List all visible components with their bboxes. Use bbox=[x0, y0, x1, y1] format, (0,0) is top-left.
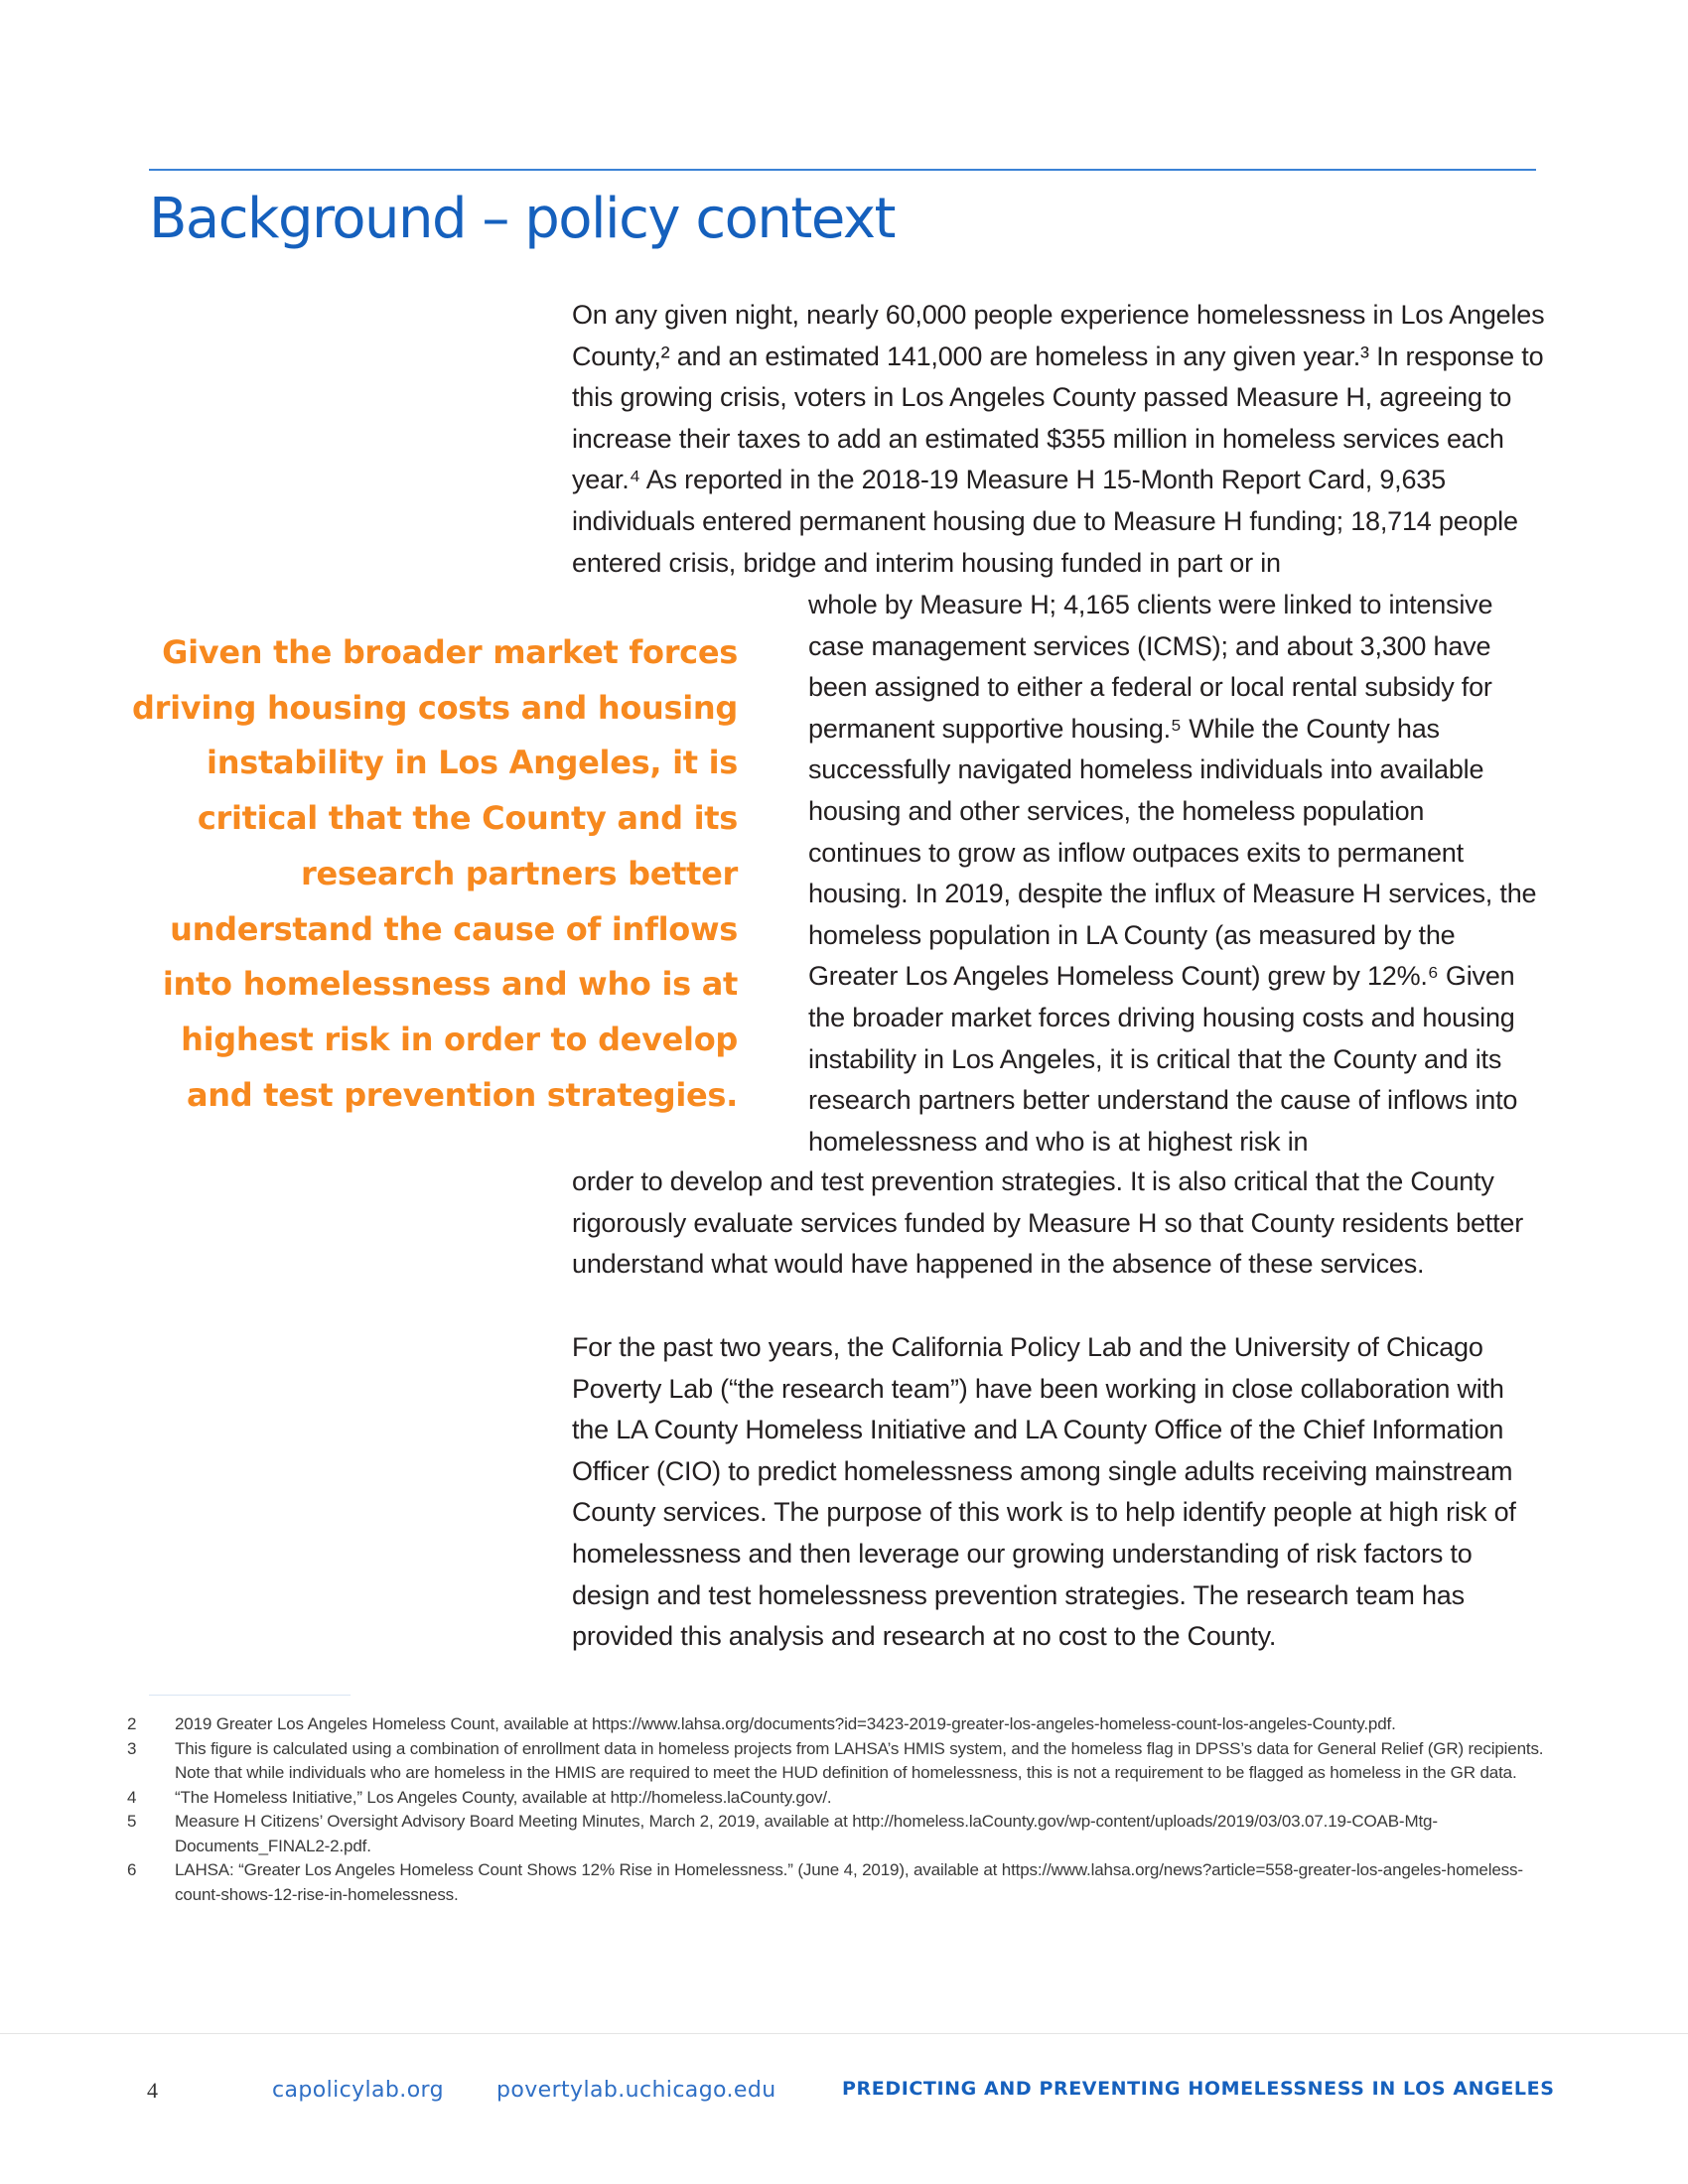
footnote-text: 2019 Greater Los Angeles Homeless Count, available at https://www.lahsa.org/documents?id=3423-2019-greater-los-angeles-homeless-count-los-angeles-County.pdf. bbox=[175, 1714, 1396, 1733]
body-paragraph-2: For the past two years, the California Policy Lab and the University of Chicago Poverty Lab (“the research team”) have been working in close collaboration with the LA County Homeless Initiative and LA County Office of the Chief Information Officer (CIO) to predict homelessness among single adults receiving mainstream County services. The purpose of this work is to help identify people at high risk of homelessness and then leverage our growing understanding of risk factors to design and test homelessness prevention strategies. The research team has provided this analysis and research at no cost to the County. bbox=[572, 1332, 1516, 1652]
footnote-item bbox=[127, 1712, 1547, 1737]
footnotes bbox=[127, 1712, 1547, 1907]
footnote-number: 5 bbox=[127, 1812, 137, 1831]
footnote-item bbox=[127, 1858, 1547, 1907]
header-rule bbox=[149, 169, 1536, 171]
page-title: Background – policy context bbox=[149, 187, 895, 251]
footnote-text: This figure is calculated using a combination of enrollment data in homeless projects from LAHSA’s HMIS system, and the homeless flag in DPSS’s data for General Relief (GR) recipients. Note that while individuals who are homeless in the HMIS are required to meet the HUD definition of homelessness, this is not a requirement to be flagged as homeless in the GR data. bbox=[175, 1738, 1544, 1782]
footnote-rule bbox=[149, 1695, 351, 1696]
footnote-item bbox=[127, 1737, 1547, 1786]
body-paragraph-1-bottom: order to develop and test prevention strategies. It is also critical that the County rigorously evaluate services funded by Measure H so that County residents better understand what would have happened in the absence of these services. bbox=[572, 1166, 1524, 1280]
footnote-number: 2 bbox=[127, 1714, 137, 1733]
footnote-number: 6 bbox=[127, 1860, 137, 1879]
pull-quote: Given the broader market forces driving housing costs and housing instability in Los Angeles, it is critical that the County and its research partners better understand the cause of inflows into homelessness and who is at highest risk in order to develop and test prevention strategies. bbox=[132, 633, 738, 1114]
page-number: 4 bbox=[147, 2078, 158, 2103]
footnote-text: “The Homeless Initiative,” Los Angeles County, available at http://homeless.laCounty.gov/. bbox=[175, 1787, 832, 1807]
footnote-number: 3 bbox=[127, 1738, 137, 1758]
povertylab-link[interactable]: povertylab.uchicago.edu bbox=[496, 2078, 776, 2103]
footnote-item bbox=[127, 1810, 1547, 1858]
body-paragraph-1-middle: whole by Measure H; 4,165 clients were linked to intensive case management services (ICMS); and about 3,300 have been assigned to either a federal or local rental subsidy for permanent supportive housing.⁵ While the County has successfully navigated homeless individuals into available housing and other services, the homeless population continues to grow as inflow outpaces exits to permanent housing. In 2019, despite the influx of Measure H services, the homeless population in LA County (as measured by the Greater Los Angeles Homeless Count) grew by 12%.⁶ Given the broader market forces driving housing costs and housing instability in Los Angeles, it is critical that the County and its research partners better understand the cause of inflows into homelessness and who is at highest risk in bbox=[808, 590, 1537, 1157]
body-paragraph-1-top: On any given night, nearly 60,000 people experience homelessness in Los Angeles County,² and an estimated 141,000 are homeless in any given year.³ In response to this growing crisis, voters in Los Angeles County passed Measure H, agreeing to increase their taxes to add an estimated $355 million in homeless services each year.⁴ As reported in the 2018-19 Measure H 15-Month Report Card, 9,635 individuals entered permanent housing due to Measure H funding; 18,714 people entered crisis, bridge and interim housing funded in part or in bbox=[572, 300, 1545, 578]
footer-rule bbox=[0, 2033, 1688, 2034]
footnote-text: Measure H Citizens’ Oversight Advisory Board Meeting Minutes, March 2, 2019, available at http://homeless.laCounty.gov/wp-content/uploads/2019/03/03.07.19-COAB-Mtg-Documents_FINAL2-2.pdf. bbox=[175, 1812, 1438, 1855]
footnote-item bbox=[127, 1786, 1547, 1811]
footnote-text: LAHSA: “Greater Los Angeles Homeless Count Shows 12% Rise in Homelessness.” (June 4, 2019), available at https://www.lahsa.org/news?article=558-greater-los-angeles-homeless-count-shows-12-rise-in-homelessness. bbox=[175, 1860, 1523, 1904]
footnote-number: 4 bbox=[127, 1787, 137, 1807]
capolicylab-link[interactable]: capolicylab.org bbox=[272, 2078, 444, 2103]
report-title: PREDICTING AND PREVENTING HOMELESSNESS IN LOS ANGELES bbox=[842, 2078, 1555, 2100]
